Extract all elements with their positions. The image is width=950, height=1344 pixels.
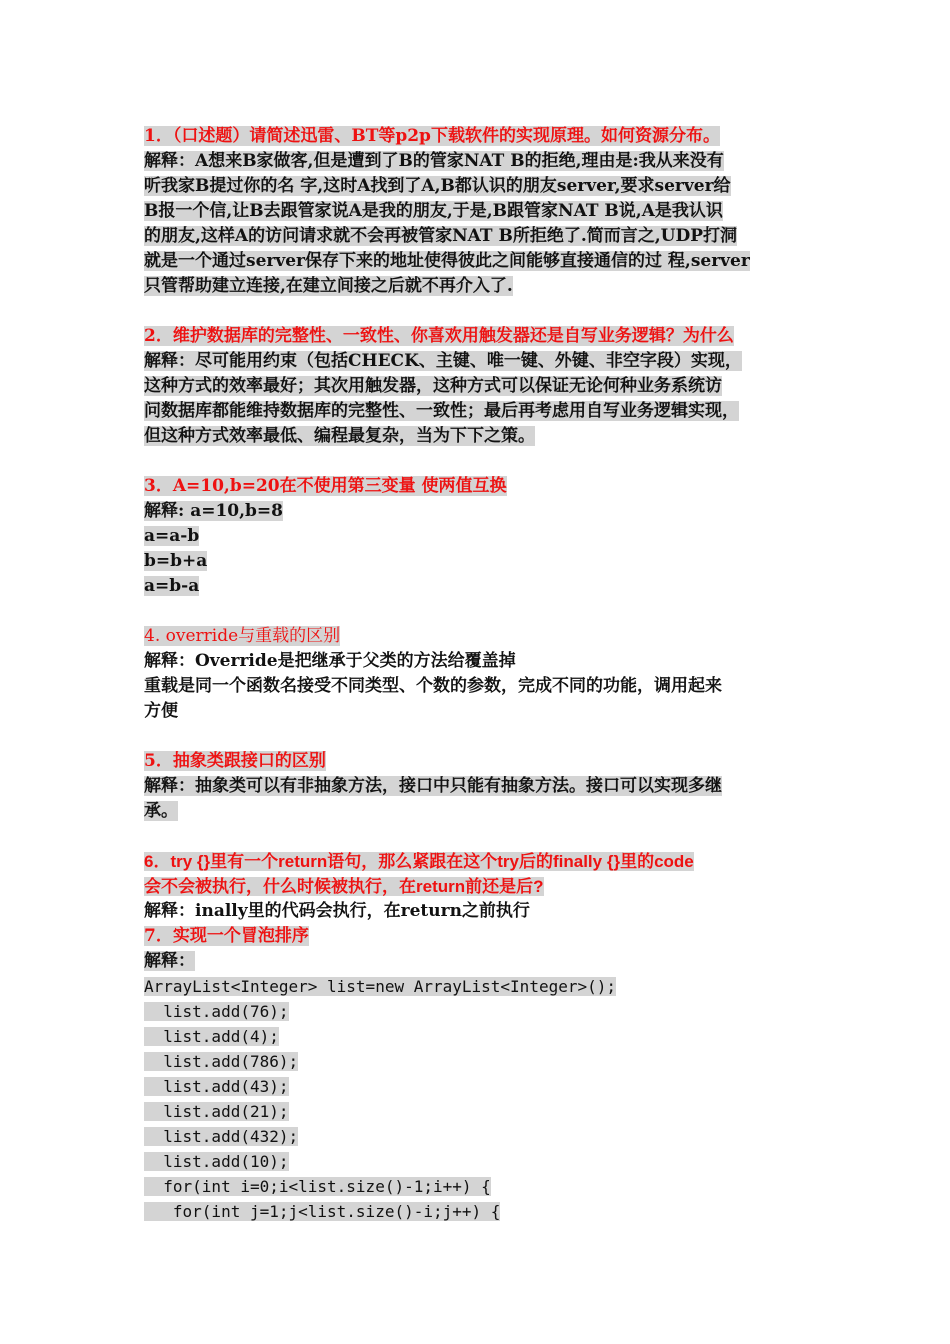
question-7-title: 7．实现一个冒泡排序 — [144, 926, 309, 946]
answer-1-line: 的朋友,这样A的访问请求就不会再被管家NAT B所拒绝了.简而言之,UDP打洞 — [144, 226, 738, 246]
code-line: list.add(10); — [144, 1152, 289, 1171]
spacer — [144, 599, 814, 624]
answer-4-line: 解释：Override是把继承于父类的方法给覆盖掉 — [144, 651, 516, 671]
question-6-title: 会不会被执行，什么时候被执行，在return前还是后? — [144, 877, 544, 896]
code-line: for(int j=1;j<list.size()-i;j++) { — [144, 1202, 501, 1221]
answer-2-line: 但这种方式效率最低、编程最复杂，当为下下之策。 — [144, 426, 535, 446]
answer-2-line: 这种方式的效率最好；其次用触发器，这种方式可以保证无论何种业务系统访 — [144, 376, 722, 396]
question-5-title: 5．抽象类跟接口的区别 — [144, 751, 326, 771]
question-4-title: 4. override与重载的区别 — [144, 626, 341, 646]
question-6-title: 6．try {}里有一个return语句，那么紧跟在这个try后的finally {}里的code — [144, 852, 694, 871]
question-3-title: 3．A=10,b=20在不使用第三变量 使两值互换 — [144, 476, 507, 496]
answer-1-line: B报一个信,让B去跟管家说A是我的朋友,于是,B跟管家NAT B说,A是我认识 — [144, 201, 723, 221]
code-line: list.add(4); — [144, 1027, 279, 1046]
answer-5-line: 解释：抽象类可以有非抽象方法，接口中只能有抽象方法。接口可以实现多继 — [144, 776, 722, 796]
answer-5-line: 承。 — [144, 801, 178, 821]
code-line: list.add(76); — [144, 1002, 289, 1021]
code-line: list.add(43); — [144, 1077, 289, 1096]
code-line: ArrayList<Integer> list=new ArrayList<Integer>(); — [144, 977, 617, 996]
answer-1-line: 解释：A想来B家做客,但是遭到了B的管家NAT B的拒绝,理由是:我从来没有 — [144, 151, 724, 171]
answer-3-line: a=b-a — [144, 576, 200, 596]
answer-4-line: 方便 — [144, 701, 178, 721]
question-2-title: 2．维护数据库的完整性、一致性、你喜欢用触发器还是自写业务逻辑？为什么 — [144, 326, 734, 346]
spacer — [144, 824, 814, 849]
answer-1-line: 听我家B提过你的名 字,这时A找到了A,B都认识的朋友server,要求server给 — [144, 176, 731, 196]
answer-4-line: 重载是同一个函数名接受不同类型、个数的参数，完成不同的功能，调用起来 — [144, 676, 722, 696]
code-line: list.add(432); — [144, 1127, 299, 1146]
answer-3-line: a=a-b — [144, 526, 200, 546]
code-line: for(int i=0;i<list.size()-1;i++) { — [144, 1177, 491, 1196]
answer-7-label: 解释： — [144, 951, 195, 971]
answer-3-line: b=b+a — [144, 551, 208, 571]
spacer — [144, 449, 814, 474]
code-line: list.add(21); — [144, 1102, 289, 1121]
answer-1-line: 只管帮助建立连接,在建立间接之后就不再介入了. — [144, 276, 513, 296]
spacer — [144, 724, 814, 749]
answer-6-line: 解释：inally里的代码会执行，在return之前执行 — [144, 901, 530, 921]
spacer — [144, 299, 814, 324]
answer-1-line: 就是一个通过server保存下来的地址使得彼此之间能够直接通信的过 程,server — [144, 251, 750, 271]
answer-3-line: 解释: a=10,b=8 — [144, 501, 283, 521]
code-line: list.add(786); — [144, 1052, 299, 1071]
answer-2-line: 解释：尽可能用约束（包括CHECK、主键、唯一键、外键、非空字段）实现， — [144, 351, 742, 371]
question-1-title: 1．（口述题）请简述迅雷、BT等p2p下载软件的实现原理。如何资源分布。 — [144, 126, 720, 146]
answer-2-line: 问数据库都能维持数据库的完整性、一致性；最后再考虑用自写业务逻辑实现， — [144, 401, 739, 421]
document-body — [144, 124, 814, 1224]
